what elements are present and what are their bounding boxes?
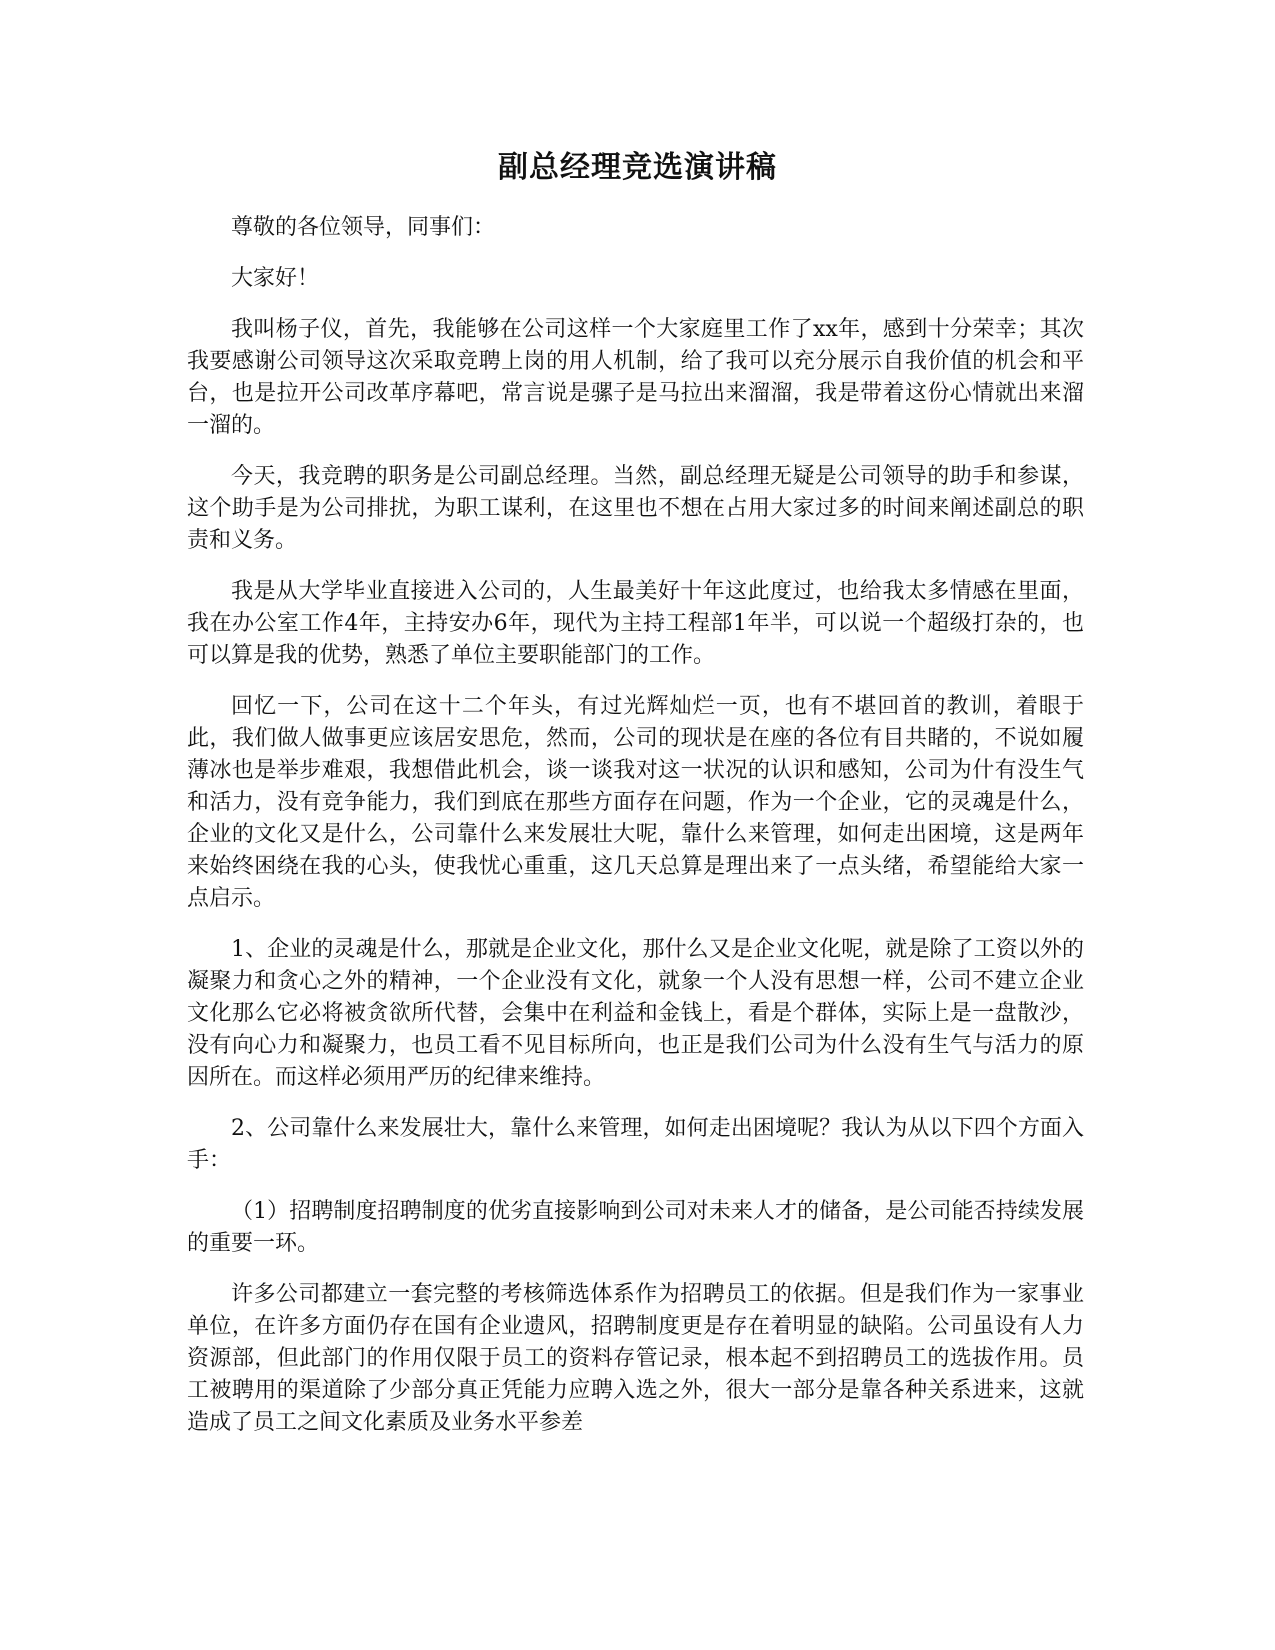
paragraph-point-1: 1、企业的灵魂是什么，那就是企业文化，那什么又是企业文化呢，就是除了工资以外的凝聚力和贪心之外的精神，一个企业没有文化，就象一个人没有思想一样，公司不建立企业文化那么它必将被贪欲所代替，会集中在利益和金钱上，看是个群体，实际上是一盘散沙，没有向心力和凝聚力，也员工看不见目标所向，也正是我们公司为什么没有生气与活力的原因所在。而这样必须用严历的纪律来维持。 xyxy=(187,937,1084,1090)
paragraph-experience: 我是从大学毕业直接进入公司的，人生最美好十年这此度过，也给我太多情感在里面，我在办公室工作4年，主持安办6年，现代为主持工程部1年半，可以说一个超级打杂的，也可以算是我的优势，熟悉了单位主要职能部门的工作。 xyxy=(187,579,1084,668)
paragraph-subpoint-1: （1）招聘制度招聘制度的优劣直接影响到公司对未来人才的储备，是公司能否持续发展的重要一环。 xyxy=(187,1199,1084,1256)
document-title: 副总经理竞选演讲稿 xyxy=(498,150,777,185)
document-body xyxy=(187,212,1084,1458)
paragraph-introduction: 我叫杨子仪，首先，我能够在公司这样一个大家庭里工作了xx年，感到十分荣幸；其次我要感谢公司领导这次采取竞聘上岗的用人机制，给了我可以充分展示自我价值的机会和平台，也是拉开公司改革序幕吧，常言说是骡子是马拉出来溜溜，我是带着这份心情就出来溜一溜的。 xyxy=(187,317,1084,438)
paragraph-recruitment: 许多公司都建立一套完整的考核筛选体系作为招聘员工的依据。但是我们作为一家事业单位，在许多方面仍存在国有企业遗风，招聘制度更是存在着明显的缺陷。公司虽设有人力资源部，但此部门的作用仅限于员工的资料存管记录，根本起不到招聘员工的选拔作用。员工被聘用的渠道除了少部分真正凭能力应聘入选之外，很大一部分是靠各种关系进来，这就造成了员工之间文化素质及业务水平参差 xyxy=(187,1282,1084,1435)
paragraph-position: 今天，我竞聘的职务是公司副总经理。当然，副总经理无疑是公司领导的助手和参谋，这个助手是为公司排扰，为职工谋利，在这里也不想在占用大家过多的时间来阐述副总的职责和义务。 xyxy=(187,464,1084,553)
paragraph-greeting: 大家好！ xyxy=(231,266,320,291)
paragraph-reflection: 回忆一下，公司在这十二个年头，有过光辉灿烂一页，也有不堪回首的教训，着眼于此，我们做人做事更应该居安思危，然而，公司的现状是在座的各位有目共睹的，不说如履薄冰也是举步难艰，我想借此机会，谈一谈我对这一状况的认识和感知，公司为什有没生气和活力，没有竞争能力，我们到底在那些方面存在问题，作为一个企业，它的灵魂是什么，企业的文化又是什么，公司靠什么来发展壮大呢，靠什么来管理，如何走出困境，这是两年来始终困绕在我的心头，使我忧心重重，这几天总算是理出来了一点头绪，希望能给大家一点启示。 xyxy=(187,694,1084,911)
paragraph-salutation: 尊敬的各位领导，同事们： xyxy=(231,215,496,240)
paragraph-point-2: 2、公司靠什么来发展壮大，靠什么来管理，如何走出困境呢？我认为从以下四个方面入手： xyxy=(187,1116,1084,1173)
